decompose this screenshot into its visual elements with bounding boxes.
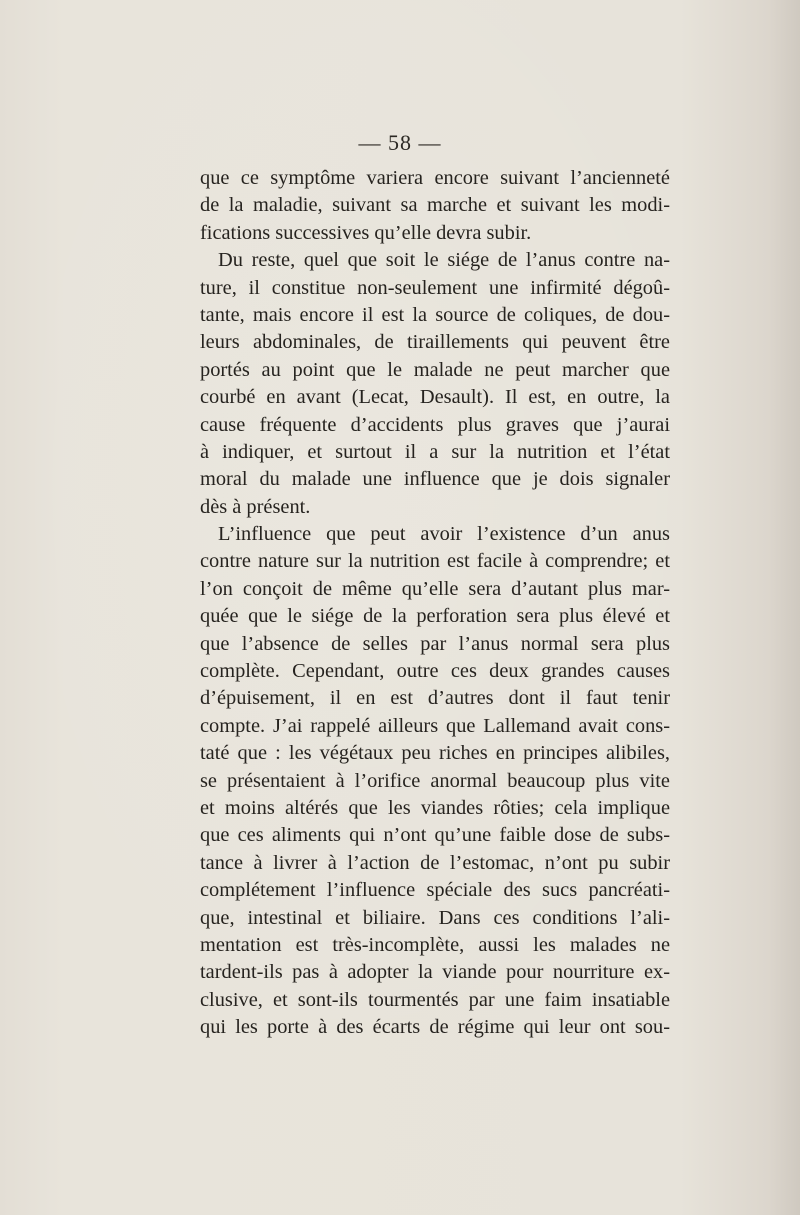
text-line: de la maladie, suivant sa marche et suivant les modi- xyxy=(200,194,670,217)
text-line: clusive, et sont-ils tourmentés par une faim insatiable xyxy=(200,988,670,1011)
text-line: tance à livrer à l’action de l’estomac, n’ont pu subir xyxy=(200,851,670,874)
text-line: d’épuisement, il en est d’autres dont il faut tenir xyxy=(200,687,670,710)
text-line: que ces aliments qui n’ont qu’une faible dose de subs- xyxy=(200,824,670,847)
paragraph-1 xyxy=(200,165,670,247)
text-line: tardent-ils pas à adopter la viande pour nourriture ex- xyxy=(200,961,670,984)
page-number: — 58 — xyxy=(358,130,442,155)
text-line: complète. Cependant, outre ces deux grandes causes xyxy=(200,660,670,683)
text-line: se présentaient à l’orifice anormal beaucoup plus vite xyxy=(200,769,670,792)
text-line: taté que : les végétaux peu riches en principes alibiles, xyxy=(200,742,670,765)
text-line: cause fréquente d’accidents plus graves que j’aurai xyxy=(200,413,670,436)
text-line: moral du malade une influence que je dois signaler xyxy=(200,468,670,491)
text-line: dès à présent. xyxy=(200,495,311,518)
paragraph-2 xyxy=(200,247,670,521)
body-text xyxy=(200,165,670,1042)
text-line: qui les porte à des écarts de régime qui leur ont sou- xyxy=(200,1016,670,1039)
text-line: portés au point que le malade ne peut marcher que xyxy=(200,358,670,381)
text-line: contre nature sur la nutrition est facile à comprendre; et xyxy=(200,550,670,573)
text-line: complétement l’influence spéciale des sucs pancréati- xyxy=(200,879,670,902)
text-line: que, intestinal et biliaire. Dans ces conditions l’ali- xyxy=(200,906,670,929)
text-line: fications successives qu’elle devra subir. xyxy=(200,221,532,244)
text-line: à indiquer, et surtout il a sur la nutrition et l’état xyxy=(200,440,670,463)
text-line: L’influence que peut avoir l’existence d’un anus xyxy=(218,523,670,546)
text-line: compte. J’ai rappelé ailleurs que Lallemand avait cons- xyxy=(200,714,670,737)
text-line: mentation est très-incomplète, aussi les malades ne xyxy=(200,933,670,956)
text-line: Du reste, quel que soit le siége de l’anus contre na- xyxy=(218,249,670,272)
text-line: que ce symptôme variera encore suivant l’ancienneté xyxy=(200,167,670,189)
text-line: leurs abdominales, de tiraillements qui peuvent être xyxy=(200,331,670,354)
text-line: que l’absence de selles par l’anus normal sera plus xyxy=(200,632,670,655)
text-line: et moins altérés que les viandes rôties; cela implique xyxy=(200,796,670,819)
text-line: l’on conçoit de même qu’elle sera d’autant plus mar- xyxy=(200,577,670,600)
paragraph-3 xyxy=(200,521,670,1041)
text-line: quée que le siége de la perforation sera plus élevé et xyxy=(200,605,670,628)
text-line: ture, il constitue non-seulement une infirmité dégoû- xyxy=(200,276,670,299)
text-line: courbé en avant (Lecat, Desault). Il est, en outre, la xyxy=(200,386,670,409)
text-line: tante, mais encore il est la source de coliques, de dou- xyxy=(200,303,670,326)
